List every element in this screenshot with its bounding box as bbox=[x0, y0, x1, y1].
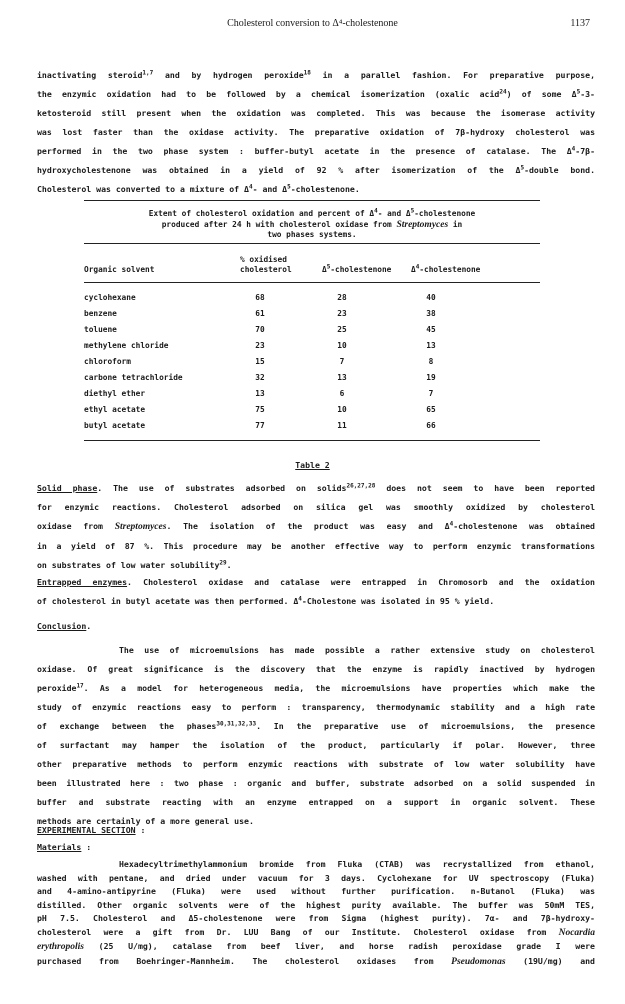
table-row: butyl acetate 77 11 66 bbox=[84, 421, 436, 430]
table-top-rule bbox=[84, 200, 540, 201]
table-caption-rule bbox=[84, 243, 540, 244]
table-row: carbone tetrachloride 32 13 19 bbox=[84, 373, 436, 382]
table-row: toluene 70 25 45 bbox=[84, 325, 436, 334]
conclusion-paragraph: The use of microemulsions has made possible a rather extensive study on cholesterol oxidase. Of great significance is the discovery that the enzyme is rapidly inactived by hydrogen peroxide$^{17}$. As a model for heterogeneous media, the microemulsions have properties which make the study of enzymic reactions easy to perform : transparency, thermodynamic stability and a high rate of exchange between the phases$^{30,31,32,33}$. In the preparative use of microemulsions, the presence of surfactant may hamper the isolation of the product, particularly if polar. However, three other preparative methods to perform enzymic reactions with substrate of low water solubility have been illustrated here : two phase : organic and buffer, substrate adsorbed on a solid suspended in buffer and substrate reacting with an enzyme entrapped on a support in organic solvent. These methods are certainly of a more general use. bbox=[37, 645, 595, 826]
entrapped-enzymes-paragraph: Entrapped enzymes. Cholesterol oxidase and catalase were entrapped in Chromosorb and the oxidation of cholesterol in butyl acetate was then performed. $\Delta^4$-Cholestone was isolated in 95 % yield. bbox=[37, 577, 595, 606]
table-row: benzene 61 23 38 bbox=[84, 309, 436, 318]
table-row: methylene chloride 23 10 13 bbox=[84, 341, 436, 350]
intro-paragraph: inactivating steroid$^{1,7}$ and by hydrogen peroxide$^{18}$ in a parallel fashion. For preparative purpose, the enzymic oxidation had to be followed by a chemical isomerization (oxalic acid$^{24}$) of some $\Delta^5-3-$ ketosteroid still present when the oxidation was completed. This was because the isomerase activity was lost faster than the oxidase activity. The preparative oxidation of 7β-hydroxy cholesterol was performed in the two phase system : buffer-butyl acetate in the presence of catalase. The $\Delta^4-7\beta-$ hydroxycholestenone was obtained in a yield of 92 % after isomerization of the $\Delta^5$-double bond. Cholesterol was converted to a mixture of $\Delta^4-$ and $\Delta^5$-cholestenone. bbox=[37, 69, 595, 194]
table-label: Table 2 bbox=[295, 460, 330, 470]
materials-paragraph: Hexadecyltrimethylammonium bromide from Fluka (CTAB) was recrystallized from ethanol, washed with pentane, and dried under vacuum for 3 days. Cyclohexane for UV spectroscopy (Fluka) and 4-amino-antipyrine (Fluka) were used without further purification. n-Butanol (Fluka) was distilled. Other organic solvents were of the highest purity available. The buffer was 50mM TES, pH 7.5. Cholesterol and Δ5-cholestenone were from Sigma (highest purity). 7α- and 7β-hydroxy- cholesterol were a gift from Dr. LUU Bang of our Institute. Cholesterol oxidase from Nocardia erythropolis (25 U/mg), catalase from beef liver, and horse radish peroxidase grade I were purchased from Boehringer-Mannheim. The cholesterol oxidases from Pseudomonas (19U/mg) and bbox=[37, 859, 595, 967]
col-header-oxidised: % oxidised cholesterol bbox=[240, 255, 292, 274]
conclusion-section: Conclusion. bbox=[37, 621, 92, 631]
col-header-solvent: Organic solvent bbox=[84, 265, 155, 274]
experimental-heading: EXPERIMENTAL SECTION bbox=[37, 825, 136, 835]
experimental-heading-block: EXPERIMENTAL SECTION : bbox=[37, 825, 146, 835]
solid-phase-paragraph: Solid phase. The use of substrates adsorbed on solids$^{26,27,28}$ does not seem to have been reported for enzymic reactions. Cholesterol adsorbed on silica gel was smoothly oxidized by cholesterol oxidase from Streptomyces. The isolation of the product was easy and $\Delta^4$-cholestenone was obtained in a yield of 87 %. This procedure may be another effective way to perform enzymic transformations on substrates of low water solubility$^{29}$. bbox=[37, 482, 595, 570]
conclusion-heading: Conclusion bbox=[37, 621, 87, 631]
table-bottom-rule bbox=[84, 440, 540, 441]
solid-phase-heading: Solid phase bbox=[37, 483, 98, 493]
table-caption: Extent of cholesterol oxidation and percent of $\Delta^4-$ and $\Delta^5$-cholestenone produced after 24 h with cholesterol oxidase from Streptomyces in two phases systems. bbox=[148, 207, 476, 239]
table-row: chloroform 15 7 8 bbox=[84, 357, 434, 366]
materials-heading: Materials bbox=[37, 842, 82, 852]
table-row: cyclohexane 68 28 40 bbox=[84, 293, 436, 302]
page-number: 1137 bbox=[570, 18, 590, 29]
col-header-d5: $\Delta^5$-cholestenone bbox=[322, 263, 392, 274]
table-header-rule bbox=[84, 282, 540, 283]
entrapped-heading: Entrapped enzymes bbox=[37, 577, 128, 587]
table-row: diethyl ether 13 6 7 bbox=[84, 389, 434, 398]
materials-heading-block: Materials : bbox=[37, 842, 92, 852]
table-row: ethyl acetate 75 10 65 bbox=[84, 405, 436, 414]
running-header bbox=[0, 18, 625, 32]
running-title: Cholesterol conversion to Δ⁴-cholestenone bbox=[227, 18, 398, 29]
col-header-d4: $\Delta^4$-cholestenone bbox=[411, 263, 481, 274]
